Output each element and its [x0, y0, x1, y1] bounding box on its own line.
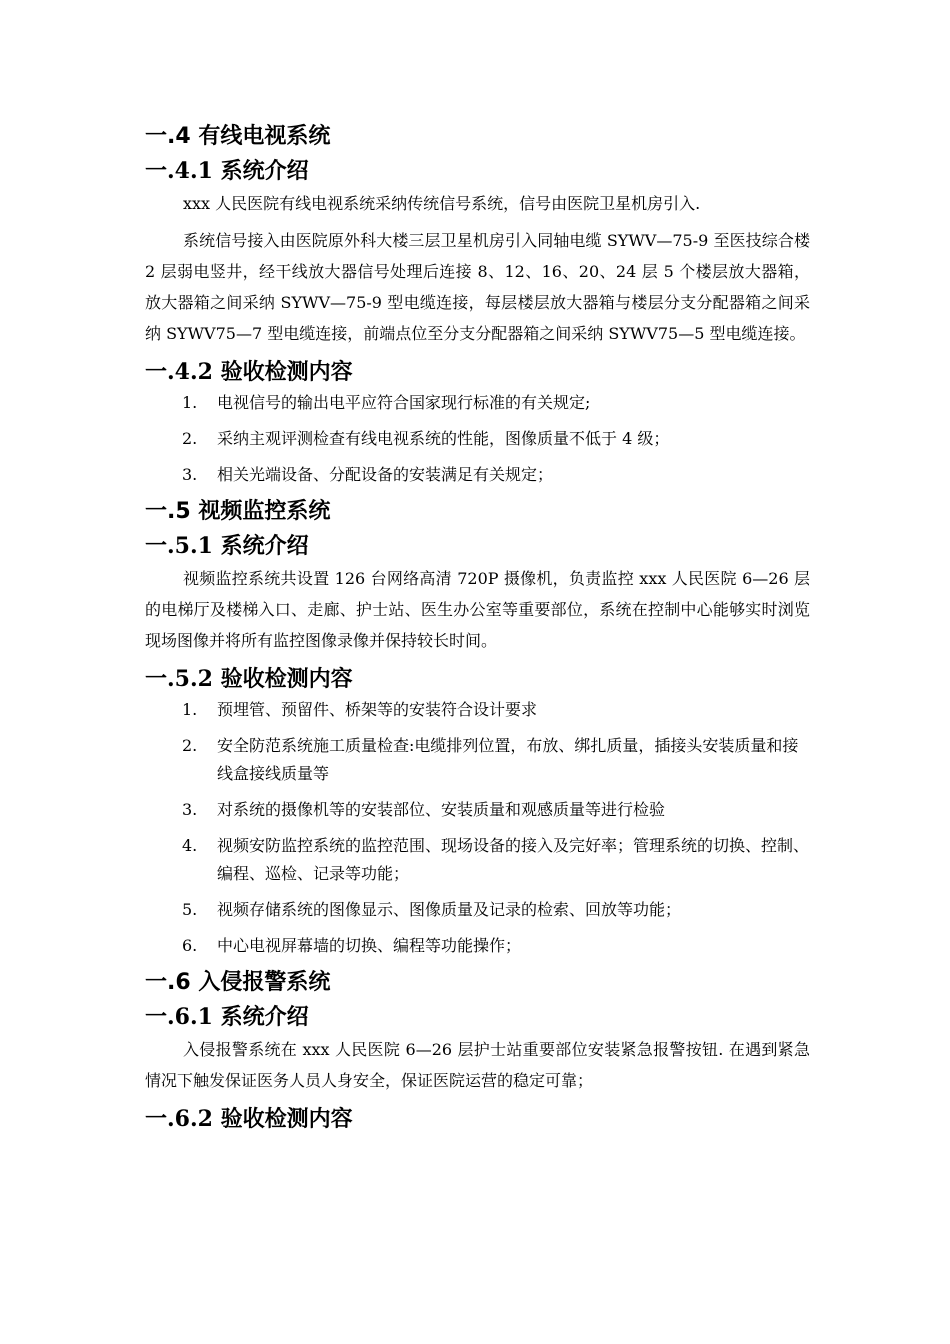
list-item-number: 2. — [182, 736, 198, 755]
paragraph: 视频监控系统共设置 126 台网络高清 720P 摄像机，负责监控 xxx 人民医院 6—26 层的电梯厅及楼梯入口、走廊、护士站、医生办公室等重要部位，系统在控制中心能够实时浏览现场图像并将所有监控图像录像并保持较长时间。 — [145, 569, 810, 650]
paragraph: 入侵报警系统在 xxx 人民医院 6—26 层护士站重要部位安装紧急报警按钮. 在遇到紧急情况下触发保证医务人员人身安全，保证医院运营的稳定可靠； — [145, 1040, 810, 1090]
subsection-heading-cable-tv-inspection: 一.4.2 验收检测内容 — [145, 359, 353, 385]
document-page — [145, 122, 810, 1134]
subsection-heading-video-intro: 一.5.1 系统介绍 — [145, 533, 309, 559]
list-item-number: 5. — [182, 900, 198, 919]
paragraph: 系统信号接入由医院原外科大楼三层卫星机房引入同轴电缆 SYWV—75-9 至医技综合楼 2 层弱电竖井，经干线放大器信号处理后连接 8、12、16、20、24 层 5 个楼层放大器箱，放大器箱之间采纳 SYWV—75-9 型电缆连接，每层楼层放大器箱与楼层分支分配器箱之间采纳 SYWV75—7 型电缆连接，前端点位至分支分配器箱之间采纳 SYWV75—5 型电缆连接。 — [145, 231, 810, 343]
subsection-heading-video-inspection: 一.5.2 验收检测内容 — [145, 666, 353, 692]
list-item-number: 2. — [182, 429, 198, 448]
list-item-number: 3. — [182, 800, 198, 819]
list-item-number: 1. — [182, 700, 198, 719]
list-item — [145, 796, 810, 824]
list-item — [145, 732, 810, 788]
subsection-heading-alarm-inspection: 一.6.2 验收检测内容 — [145, 1106, 353, 1132]
paragraph: xxx 人民医院有线电视系统采纳传统信号系统，信号由医院卫星机房引入. — [183, 194, 701, 213]
section-heading-video-surveillance: 一.5 视频监控系统 — [145, 499, 331, 524]
list-item — [145, 425, 810, 453]
list-item-number: 4. — [182, 836, 198, 855]
list-item-text: 中心电视屏幕墙的切换、编程等功能操作； — [217, 936, 522, 955]
list-item-text: 对系统的摄像机等的安装部位、安装质量和观感质量等进行检验 — [217, 800, 666, 819]
list-item — [145, 696, 810, 724]
subsection-heading-cable-tv-intro: 一.4.1 系统介绍 — [145, 158, 309, 184]
list-item — [145, 932, 810, 960]
section-heading-cable-tv: 一.4 有线电视系统 — [145, 124, 331, 149]
subsection-heading-alarm-intro: 一.6.1 系统介绍 — [145, 1004, 309, 1030]
list-item — [145, 896, 810, 924]
list-item-text: 相关光端设备、分配设备的安装满足有关规定； — [217, 465, 554, 484]
inspection-list — [145, 696, 810, 960]
list-item-number: 1. — [182, 393, 198, 412]
list-item-text: 视频安防监控系统的监控范围、现场设备的接入及完好率；管理系统的切换、控制、编程、巡检、记录等功能； — [217, 836, 810, 883]
list-item — [145, 461, 810, 489]
inspection-list — [145, 389, 810, 489]
list-item-number: 3. — [182, 465, 198, 484]
list-item-number: 6. — [182, 936, 198, 955]
list-item-text: 采纳主观评测检查有线电视系统的性能，图像质量不低于 4 级； — [217, 429, 670, 448]
list-item — [145, 832, 810, 888]
list-item-text: 预埋管、预留件、桥架等的安装符合设计要求 — [217, 700, 538, 719]
list-item — [145, 389, 810, 417]
list-item-text: 视频存储系统的图像显示、图像质量及记录的检索、回放等功能； — [217, 900, 682, 919]
list-item-text: 安全防范系统施工质量检查:电缆排列位置，布放、绑扎质量，插接头安装质量和接线盒接线质量等 — [217, 736, 799, 783]
section-heading-intrusion-alarm: 一.6 入侵报警系统 — [145, 970, 331, 995]
list-item-text: 电视信号的输出电平应符合国家现行标准的有关规定; — [217, 393, 591, 412]
